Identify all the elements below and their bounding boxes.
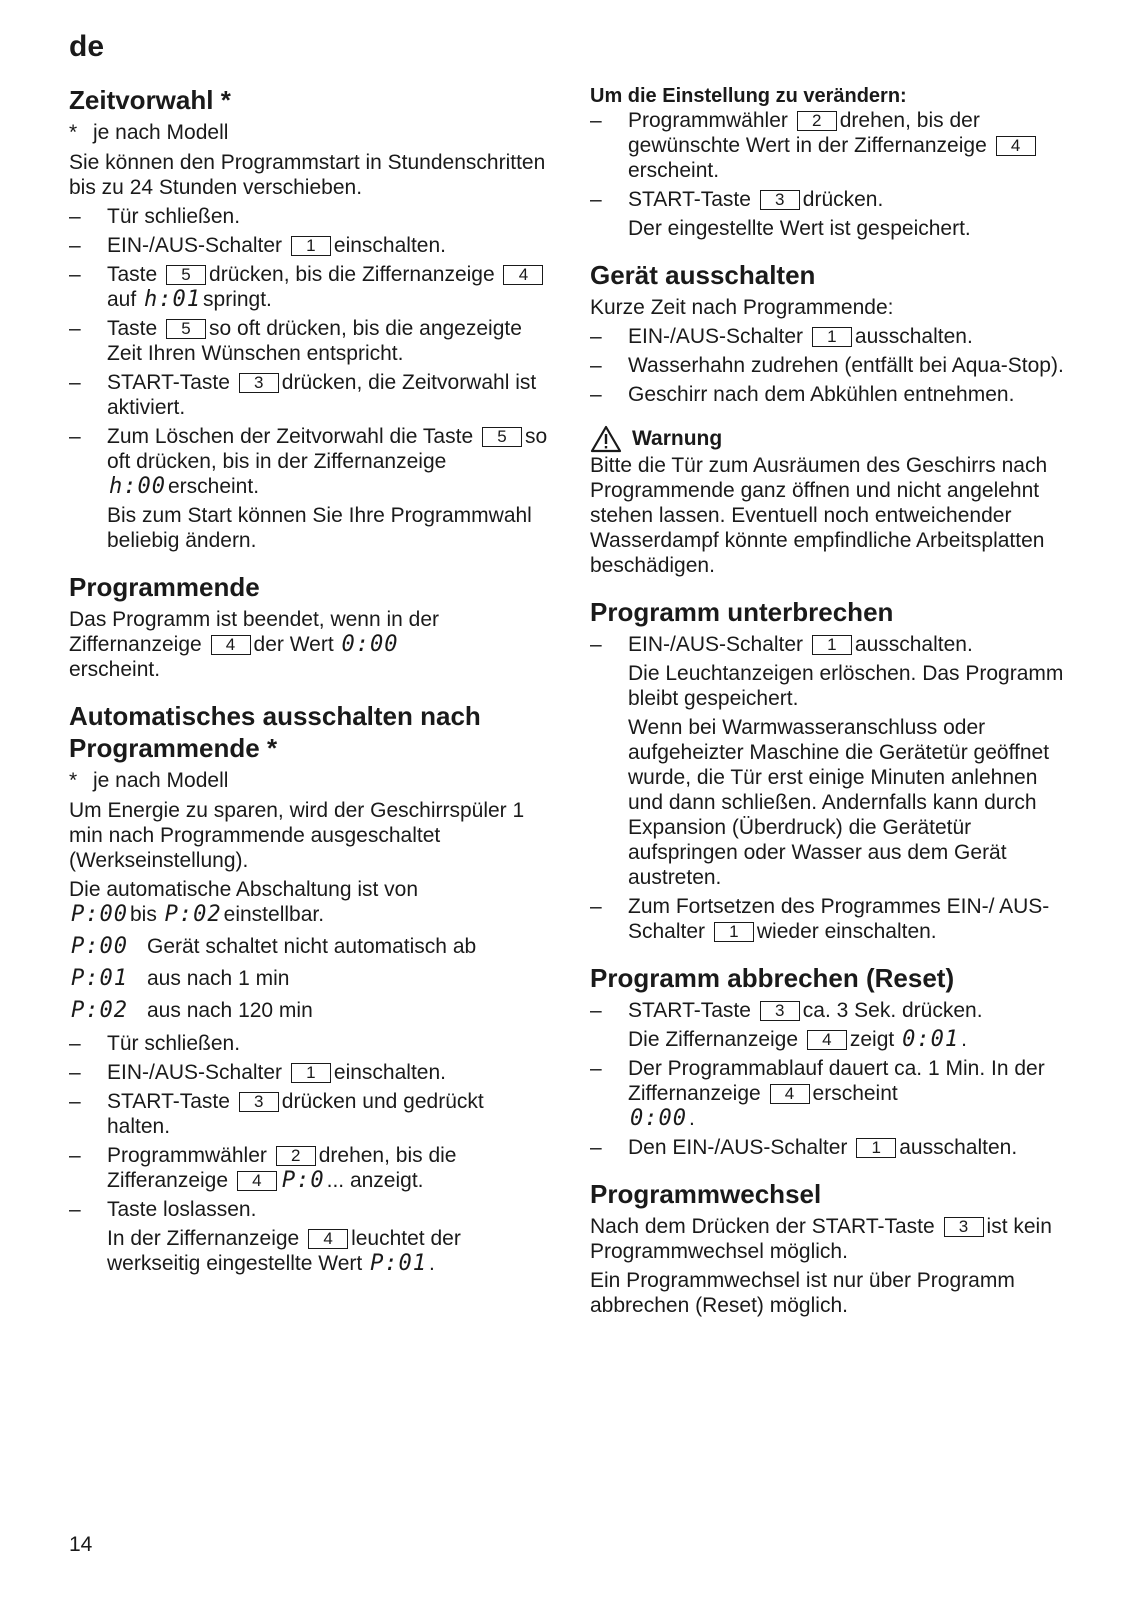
section-programmwechsel	[590, 1178, 1070, 1318]
warning-header	[590, 425, 1070, 453]
change-setting-heading: Um die Einstellung zu verändern:	[590, 85, 907, 107]
key-label: 3	[944, 1217, 984, 1237]
change-setting-steps	[590, 108, 1070, 212]
section-zeitvorwahl	[69, 84, 549, 553]
list-item: – Wasserhahn zudrehen (entfällt bei Aqua-Stop).	[590, 354, 1064, 377]
display-readout: P:01	[370, 1251, 428, 1276]
geraet-ausschalten-intro: Kurze Zeit nach Programmende:	[590, 296, 894, 319]
section-change-setting	[590, 84, 1070, 241]
interrupt-note1: Die Leuchtanzeigen erlöschen. Das Programm bleibt gespeichert.	[628, 662, 1064, 710]
page-number: 14	[69, 1533, 93, 1556]
key-label: 1	[812, 635, 852, 655]
list-item: – START-Taste 3 ca. 3 Sek. drücken.	[590, 999, 983, 1022]
list-item: – Taste 5 drücken, bis die Ziffernanzeige 4auf h:01springt.	[69, 262, 549, 312]
key-label: 5	[166, 319, 206, 339]
list-item: – Der Programmablauf dauert ca. 1 Min. In der Ziffernanzeige 4 erscheint 0:00.	[590, 1057, 1045, 1131]
list-item: – Geschirr nach dem Abkühlen entnehmen.	[590, 383, 1015, 406]
display-readout: P:0	[281, 1168, 325, 1193]
list-item: – Den EIN-/AUS-Schalter 1 ausschalten.	[590, 1136, 1018, 1159]
programmende-text: Das Programm ist beendet, wenn in der Ziffernanzeige 4 der Wert 0:00 erscheint.	[69, 608, 440, 681]
display-readout: 0:00	[630, 1106, 687, 1131]
section-auto-off	[69, 700, 549, 1276]
geraet-ausschalten-steps	[590, 324, 1070, 407]
display-readout: P:00	[71, 902, 128, 927]
section-reset	[590, 962, 1070, 1160]
key-label: 5	[166, 265, 206, 285]
key-label: 3	[760, 190, 800, 210]
right-column	[590, 84, 1070, 1336]
section-programmende	[69, 571, 549, 682]
key-label: 3	[760, 1001, 800, 1021]
key-label: 4	[308, 1229, 348, 1249]
list-item: – EIN-/AUS-Schalter 1 ausschalten.	[590, 633, 973, 656]
left-column	[69, 84, 549, 1294]
geraet-ausschalten-heading: Gerät ausschalten	[590, 260, 816, 290]
key-label: 3	[239, 373, 279, 393]
list-item: – EIN-/AUS-Schalter 1 ausschalten.	[590, 325, 973, 348]
list-item: – EIN-/AUS-Schalter 1 einschalten.	[69, 234, 446, 257]
key-label: 1	[856, 1138, 896, 1158]
auto-off-footnote: * je nach Modell	[69, 769, 229, 792]
reset-steps-2	[590, 1056, 1070, 1160]
list-item: – Tür schließen.	[69, 205, 241, 228]
auto-off-heading: Automatisches ausschalten nach Programmende *	[69, 701, 481, 763]
zeitvorwahl-steps	[69, 204, 549, 499]
display-readout: 0:00	[341, 632, 399, 657]
section-interrupt	[590, 596, 1070, 944]
list-item: – Programmwähler 2 drehen, bis der gewünschte Wert in der Ziffernanzeige 4erscheint.	[590, 108, 1070, 183]
language-code: de	[69, 30, 105, 63]
display-readout: h:01	[144, 287, 202, 312]
list-item: – Tür schließen.	[69, 1032, 241, 1055]
zeitvorwahl-note: Bis zum Start können Sie Ihre Programmwahl beliebig ändern.	[107, 504, 532, 552]
programmwechsel-p1: Nach dem Drücken der START-Taste 3 ist kein Programmwechsel möglich.	[590, 1215, 1052, 1263]
zeitvorwahl-footnote: * je nach Modell	[69, 121, 229, 144]
key-label: 2	[276, 1146, 316, 1166]
list-item: – START-Taste 3 drücken, die Zeitvorwahl ist aktiviert.	[69, 371, 537, 419]
list-item: – Zum Löschen der Zeitvorwahl die Taste 5 so oft drücken, bis in der Ziffernanzeige h:00erscheint.	[69, 425, 548, 499]
key-label: 4	[807, 1030, 847, 1050]
reset-steps	[590, 998, 1070, 1023]
interrupt-note2: Wenn bei Warmwasseranschluss oder aufgeheizter Maschine die Gerätetür geöffnet wurde, die Tür erst einige Minuten anlehnen und dann schließen. Andernfalls kann durch Expansion (Überdruck) die Gerätetür aufspringen oder Wasser aus dem Gerät austreten.	[628, 716, 1050, 889]
option-row: P:02 aus nach 120 min	[69, 995, 549, 1027]
key-label: 4	[770, 1084, 810, 1104]
key-label: 3	[239, 1092, 279, 1112]
option-row: P:00 Gerät schaltet nicht automatisch ab	[69, 931, 549, 963]
list-item: – Taste loslassen.	[69, 1198, 257, 1221]
key-label: 1	[714, 922, 754, 942]
key-label: 5	[482, 427, 522, 447]
display-readout: P:01	[71, 966, 128, 991]
key-label: 1	[812, 327, 852, 347]
interrupt-heading: Programm unterbrechen	[590, 597, 894, 627]
reset-heading: Programm abbrechen (Reset)	[590, 963, 955, 993]
interrupt-steps	[590, 632, 1070, 657]
display-readout: P:02	[164, 902, 222, 927]
display-readout: P:00	[71, 934, 128, 959]
auto-off-steps	[69, 1031, 549, 1222]
auto-off-note: In der Ziffernanzeige 4 leuchtet der werkseitig eingestellte Wert P:01.	[107, 1227, 461, 1276]
key-label: 4	[503, 265, 543, 285]
key-label: 4	[211, 635, 251, 655]
list-item: – START-Taste 3 drücken.	[590, 188, 884, 211]
zeitvorwahl-heading: Zeitvorwahl *	[69, 85, 231, 115]
auto-off-options	[69, 931, 549, 1027]
list-item: – START-Taste 3 drücken und gedrückt halten.	[69, 1090, 484, 1138]
list-item: – EIN-/AUS-Schalter 1 einschalten.	[69, 1061, 446, 1084]
list-item: – Zum Fortsetzen des Programmes EIN-/ AUS-Schalter 1 wieder einschalten.	[590, 895, 1050, 943]
warning-text: Bitte die Tür zum Ausräumen des Geschirrs nach Programmende ganz öffnen und nicht angelehnt stehen lassen. Eventuell noch entweichender Wasserdampf könnte empfindliche Arbeitsplatten beschädigen.	[590, 454, 1048, 577]
zeitvorwahl-intro: Sie können den Programmstart in Stundenschritten bis zu 24 Stunden verschieben.	[69, 151, 546, 199]
key-label: 2	[797, 111, 837, 131]
warning-title: Warnung	[632, 427, 723, 450]
option-row: P:01 aus nach 1 min	[69, 963, 549, 995]
list-item: – Taste 5 so oft drücken, bis die angezeigte Zeit Ihren Wünschen entspricht.	[69, 317, 522, 365]
auto-off-p1: Um Energie zu sparen, wird der Geschirrspüler 1 min nach Programmende ausgeschaltet (Werkseinstellung).	[69, 799, 525, 872]
display-readout: P:02	[71, 998, 128, 1023]
list-item: – Programmwähler 2 drehen, bis die Zifferanzeige 4 P:0... anzeigt.	[69, 1144, 457, 1193]
warning-icon	[590, 425, 622, 453]
change-setting-note: Der eingestellte Wert ist gespeichert.	[628, 217, 971, 240]
interrupt-steps-2	[590, 894, 1070, 944]
section-geraet-ausschalten	[590, 259, 1070, 578]
auto-off-p2: Die automatische Abschaltung ist von P:00bis P:02einstellbar.	[69, 878, 419, 927]
key-label: 4	[996, 136, 1036, 156]
display-readout: h:00	[109, 474, 166, 499]
programmwechsel-heading: Programmwechsel	[590, 1179, 822, 1209]
key-label: 1	[291, 236, 331, 256]
reset-note: Die Ziffernanzeige 4 zeigt 0:01.	[628, 1027, 967, 1052]
programmende-heading: Programmende	[69, 572, 260, 602]
programmwechsel-p2: Ein Programmwechsel ist nur über Programm abbrechen (Reset) möglich.	[590, 1269, 1015, 1317]
key-label: 4	[237, 1171, 277, 1191]
display-readout: 0:01	[902, 1027, 960, 1052]
key-label: 1	[291, 1063, 331, 1083]
